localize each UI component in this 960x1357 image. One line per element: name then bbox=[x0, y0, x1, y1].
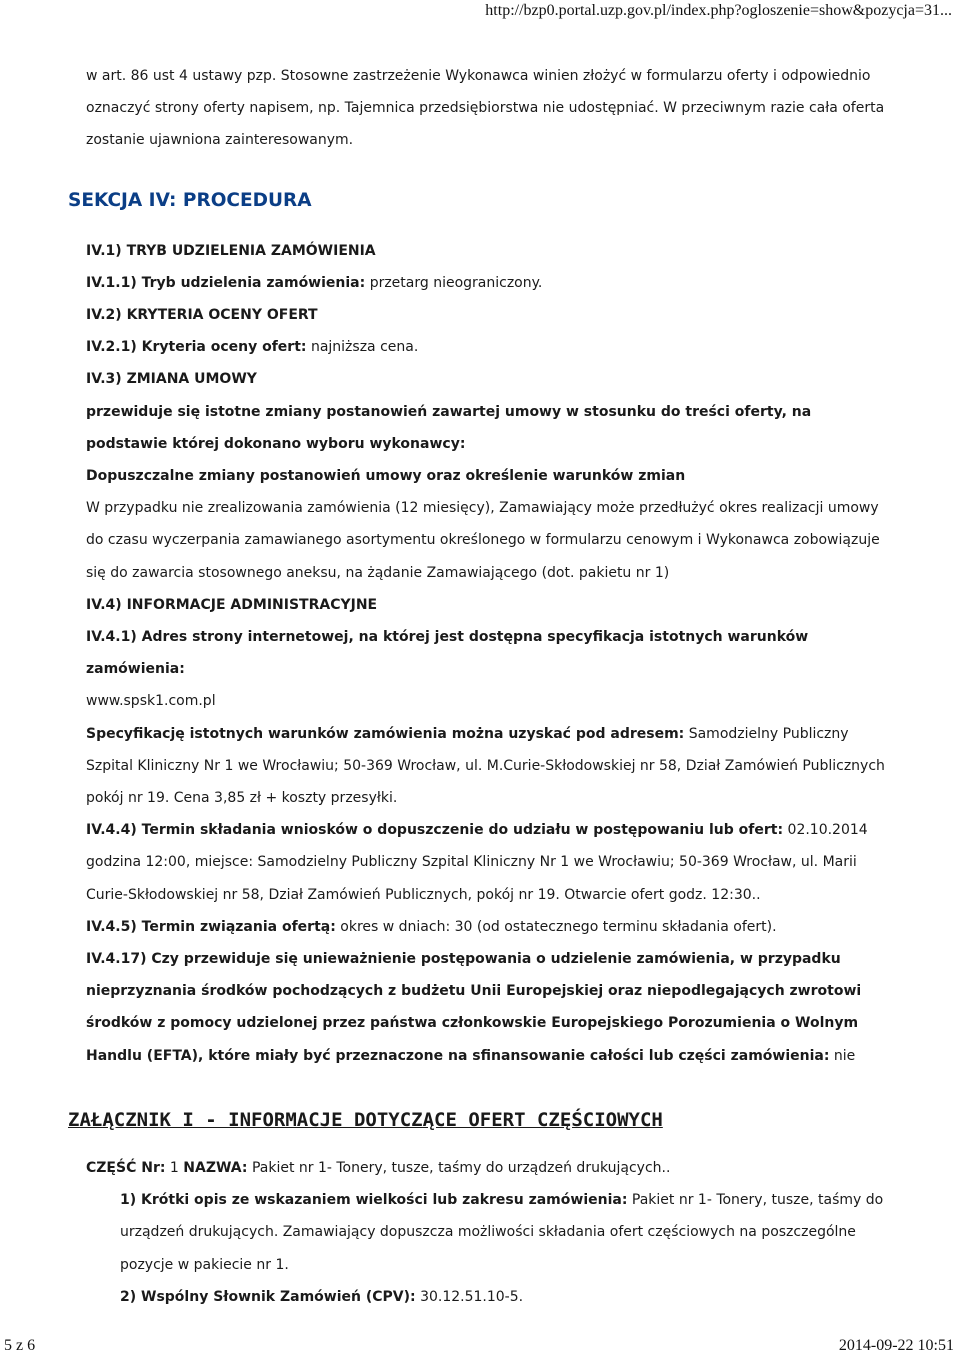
iv417-label: IV.4.17) Czy przewiduje się unieważnienie postępowania o udzielenie zamówienia, w przypadku nieprzyznania środków pochodzących z budżetu Unii Europejskiej oraz niepodlegających zwrotowi środków z pomocy udzielonej przez państwa członkowskie Europejskiego Porozumienia o Wolnym Handlu (EFTA), które miały być przeznaczone na sfinansowanie całości lub części zamówienia: bbox=[86, 951, 862, 1064]
document-content bbox=[68, 60, 886, 1313]
part-row bbox=[86, 1152, 886, 1184]
spec-label: Specyfikację istotnych warunków zamówienia można uzyskać pod adresem: bbox=[86, 725, 685, 742]
iv44-row bbox=[86, 814, 886, 911]
iv21-label: IV.2.1) Kryteria oceny ofert: bbox=[86, 339, 307, 356]
iv417-row bbox=[86, 943, 886, 1072]
desc-label: 1) Krótki opis ze wskazaniem wielkości lub zakresu zamówienia: bbox=[120, 1192, 628, 1209]
iv3-question: przewiduje się istotne zmiany postanowień zawartej umowy w stosunku do treści oferty, na podstawie której dokonano wyboru wykonawcy: bbox=[86, 403, 812, 452]
attachment-title: ZAŁĄCZNIK I - INFORMACJE DOTYCZĄCE OFERT CZĘŚCIOWYCH bbox=[68, 1108, 663, 1131]
iv3-text: W przypadku nie zrealizowania zamówienia (12 miesięcy), Zamawiający może przedłużyć okres realizacji umowy do czasu wyczerpania zamawianego asortymentu określonego w formularzu cenowym i Wykonawca zobowiązuje się do zawarcia stosownego aneksu, na żądanie Zamawiającego (dot. pakietu nr 1) bbox=[86, 500, 880, 581]
section-title: SEKCJA IV: PROCEDURA bbox=[68, 189, 312, 211]
iv45-label: IV.4.5) Termin związania ofertą: bbox=[86, 918, 336, 935]
iv11-value: przetarg nieograniczony. bbox=[369, 274, 543, 291]
name-value: Pakiet nr 1- Tonery, tusze, taśmy do urządzeń drukujących.. bbox=[251, 1159, 671, 1176]
spec-value: Samodzielny Publiczny Szpital Kliniczny Nr 1 we Wrocławiu; 50-369 Wrocław, ul. M.Curie-Skłodowskiej nr 58, Dział Zamówień Publicznych pokój nr 19. Cena 3,85 zł + koszty przesyłki. bbox=[86, 725, 885, 807]
iv21-row bbox=[86, 331, 886, 363]
iv44-label: IV.4.4) Termin składania wniosków o dopuszczenie do udziału w postępowaniu lub ofert: bbox=[86, 822, 784, 839]
iv11-label: IV.1.1) Tryb udzielenia zamówienia: bbox=[86, 274, 366, 291]
iv3-heading: IV.3) ZMIANA UMOWY bbox=[86, 371, 257, 388]
iv417-value: nie bbox=[833, 1047, 856, 1064]
iv4-heading: IV.4) INFORMACJE ADMINISTRACYJNE bbox=[86, 596, 378, 613]
cpv-value: 30.12.51.10-5. bbox=[420, 1288, 524, 1305]
cpv-row bbox=[86, 1281, 886, 1313]
desc-row bbox=[86, 1184, 886, 1281]
iv11-row bbox=[86, 267, 886, 299]
iv41-label: IV.4.1) Adres strony internetowej, na której jest dostępna specyfikacja istotnych warunków zamówienia: bbox=[86, 629, 809, 678]
iv1-heading: IV.1) TRYB UDZIELENIA ZAMÓWIENIA bbox=[86, 242, 376, 259]
desc-value: Pakiet nr 1- Tonery, tusze, taśmy do urządzeń drukujących. Zamawiający dopuszcza możliwości składania ofert częściowych na poszczególne pozycje w pakiecie nr 1. bbox=[120, 1192, 884, 1273]
iv44-value: 02.10.2014 godzina 12:00, miejsce: Samodzielny Publiczny Szpital Kliniczny Nr 1 we Wrocławiu; 50-369 Wrocław, ul. Marii Curie-Skłodowskiej nr 58, Dział Zamówień Publicznych, pokój nr 19. Otwarcie ofert godz. 12:30.. bbox=[86, 822, 868, 903]
page-url-header: http://bzp0.portal.uzp.gov.pl/index.php?ogloszenie=show&pozycja=31... bbox=[485, 2, 952, 19]
iv45-value: okres w dniach: 30 (od ostatecznego terminu składania ofert). bbox=[340, 918, 777, 935]
iv21-value: najniższa cena. bbox=[310, 339, 419, 356]
iv41-value: www.spsk1.com.pl bbox=[86, 693, 216, 710]
iv2-heading: IV.2) KRYTERIA OCENY OFERT bbox=[86, 307, 318, 324]
intro-paragraph: w art. 86 ust 4 ustawy pzp. Stosowne zastrzeżenie Wykonawca winien złożyć w formularzu oferty i odpowiednio oznaczyć strony oferty napisem, np. Tajemnica przedsiębiorstwa nie udostępniać. W przeciwnym razie cała oferta zostanie ujawniona zainteresowanym. bbox=[86, 68, 885, 149]
name-label: NAZWA: bbox=[183, 1159, 248, 1176]
part-number: 1 bbox=[169, 1159, 179, 1176]
iv45-row bbox=[86, 911, 886, 943]
page-number: 5 z 6 bbox=[4, 1337, 36, 1354]
print-datetime: 2014-09-22 10:51 bbox=[838, 1337, 954, 1354]
iv3-subheading: Dopuszczalne zmiany postanowień umowy oraz określenie warunków zmian bbox=[86, 468, 686, 485]
spec-row bbox=[86, 718, 886, 815]
cpv-label: 2) Wspólny Słownik Zamówień (CPV): bbox=[120, 1288, 416, 1305]
part-label: CZĘŚĆ Nr: bbox=[86, 1159, 166, 1176]
